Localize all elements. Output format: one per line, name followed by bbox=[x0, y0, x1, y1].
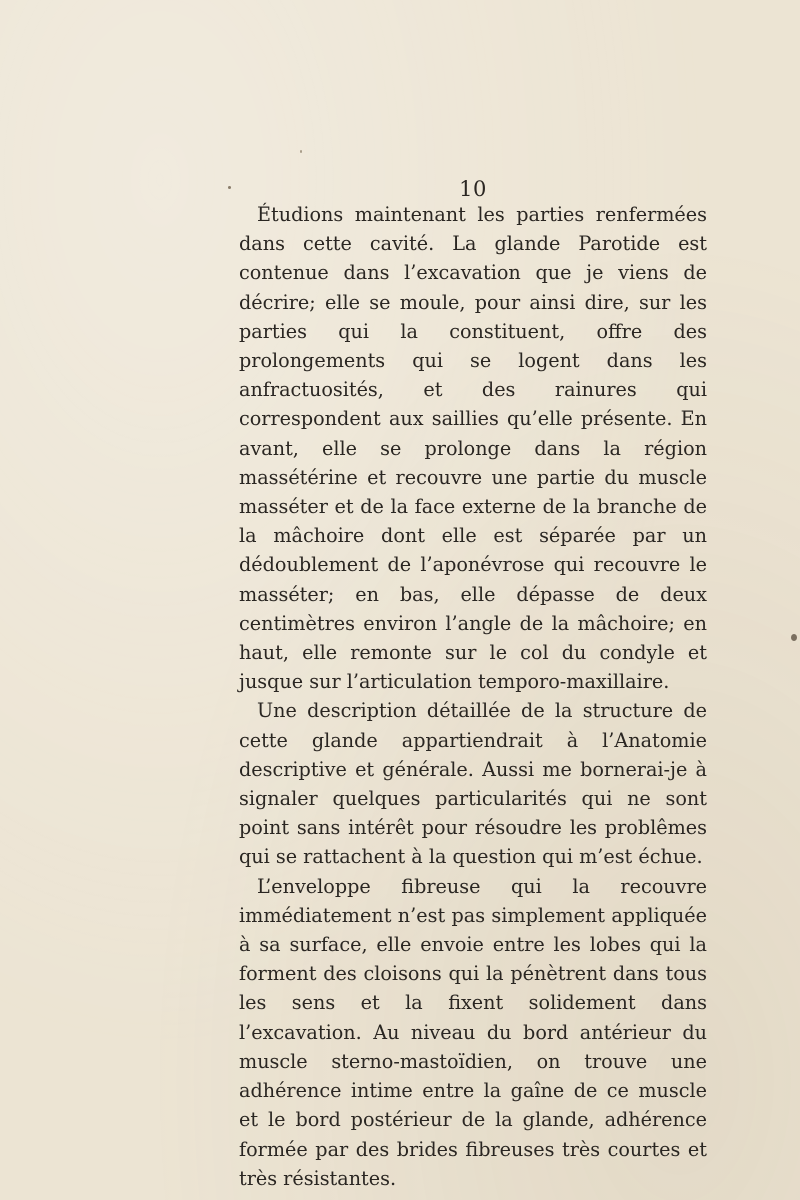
paragraph: Une description détaillée de la structure de cette glande appartiendrait à l’Anatomie descriptive et générale. Aussi me bornerai-je à signaler quelques particularités qui ne sont point sans intérêt pour résoudre les problêmes qui se rattachent à la question qui m’est échue. bbox=[239, 699, 707, 869]
body-text bbox=[239, 200, 707, 1193]
paper-speck bbox=[300, 150, 302, 153]
paper-speck bbox=[228, 186, 231, 189]
paragraph: L’enveloppe fibreuse qui la recouvre immédiatement n’est pas simplement appliquée à sa surface, elle envoie entre les lobes qui la forment des cloisons qui la pénètrent dans tous les sens et la fixent solidement dans l’excavation. Au niveau du bord antérieur du muscle sterno-mastoïdien, on trouve une adhérence intime entre la gaîne de ce muscle et le bord postérieur de la glande, adhérence formée par des brides fibreuses très courtes et très résistantes. bbox=[239, 874, 707, 1190]
page-number: 10 bbox=[459, 177, 487, 201]
paper-speck bbox=[791, 634, 797, 641]
paragraph: Étudions maintenant les parties renfermées dans cette cavité. La glande Parotide est contenue dans l’excavation que je viens de décrire; elle se moule, pour ainsi dire, sur les parties qui la constituent, offre des prolongements qui se logent dans les anfractuosités, et des rainures qui correspondent aux saillies qu’elle présente. En avant, elle se prolonge dans la région massétérine et recouvre une partie du muscle masséter et de la face externe de la branche de la mâchoire dont elle est séparée par un dédoublement de l’aponévrose qui recouvre le masséter; en bas, elle dépasse de deux centimètres environ l’angle de la mâchoire; en haut, elle remonte sur le col du condyle et jusque sur l’articulation temporo-maxillaire. bbox=[239, 203, 707, 694]
